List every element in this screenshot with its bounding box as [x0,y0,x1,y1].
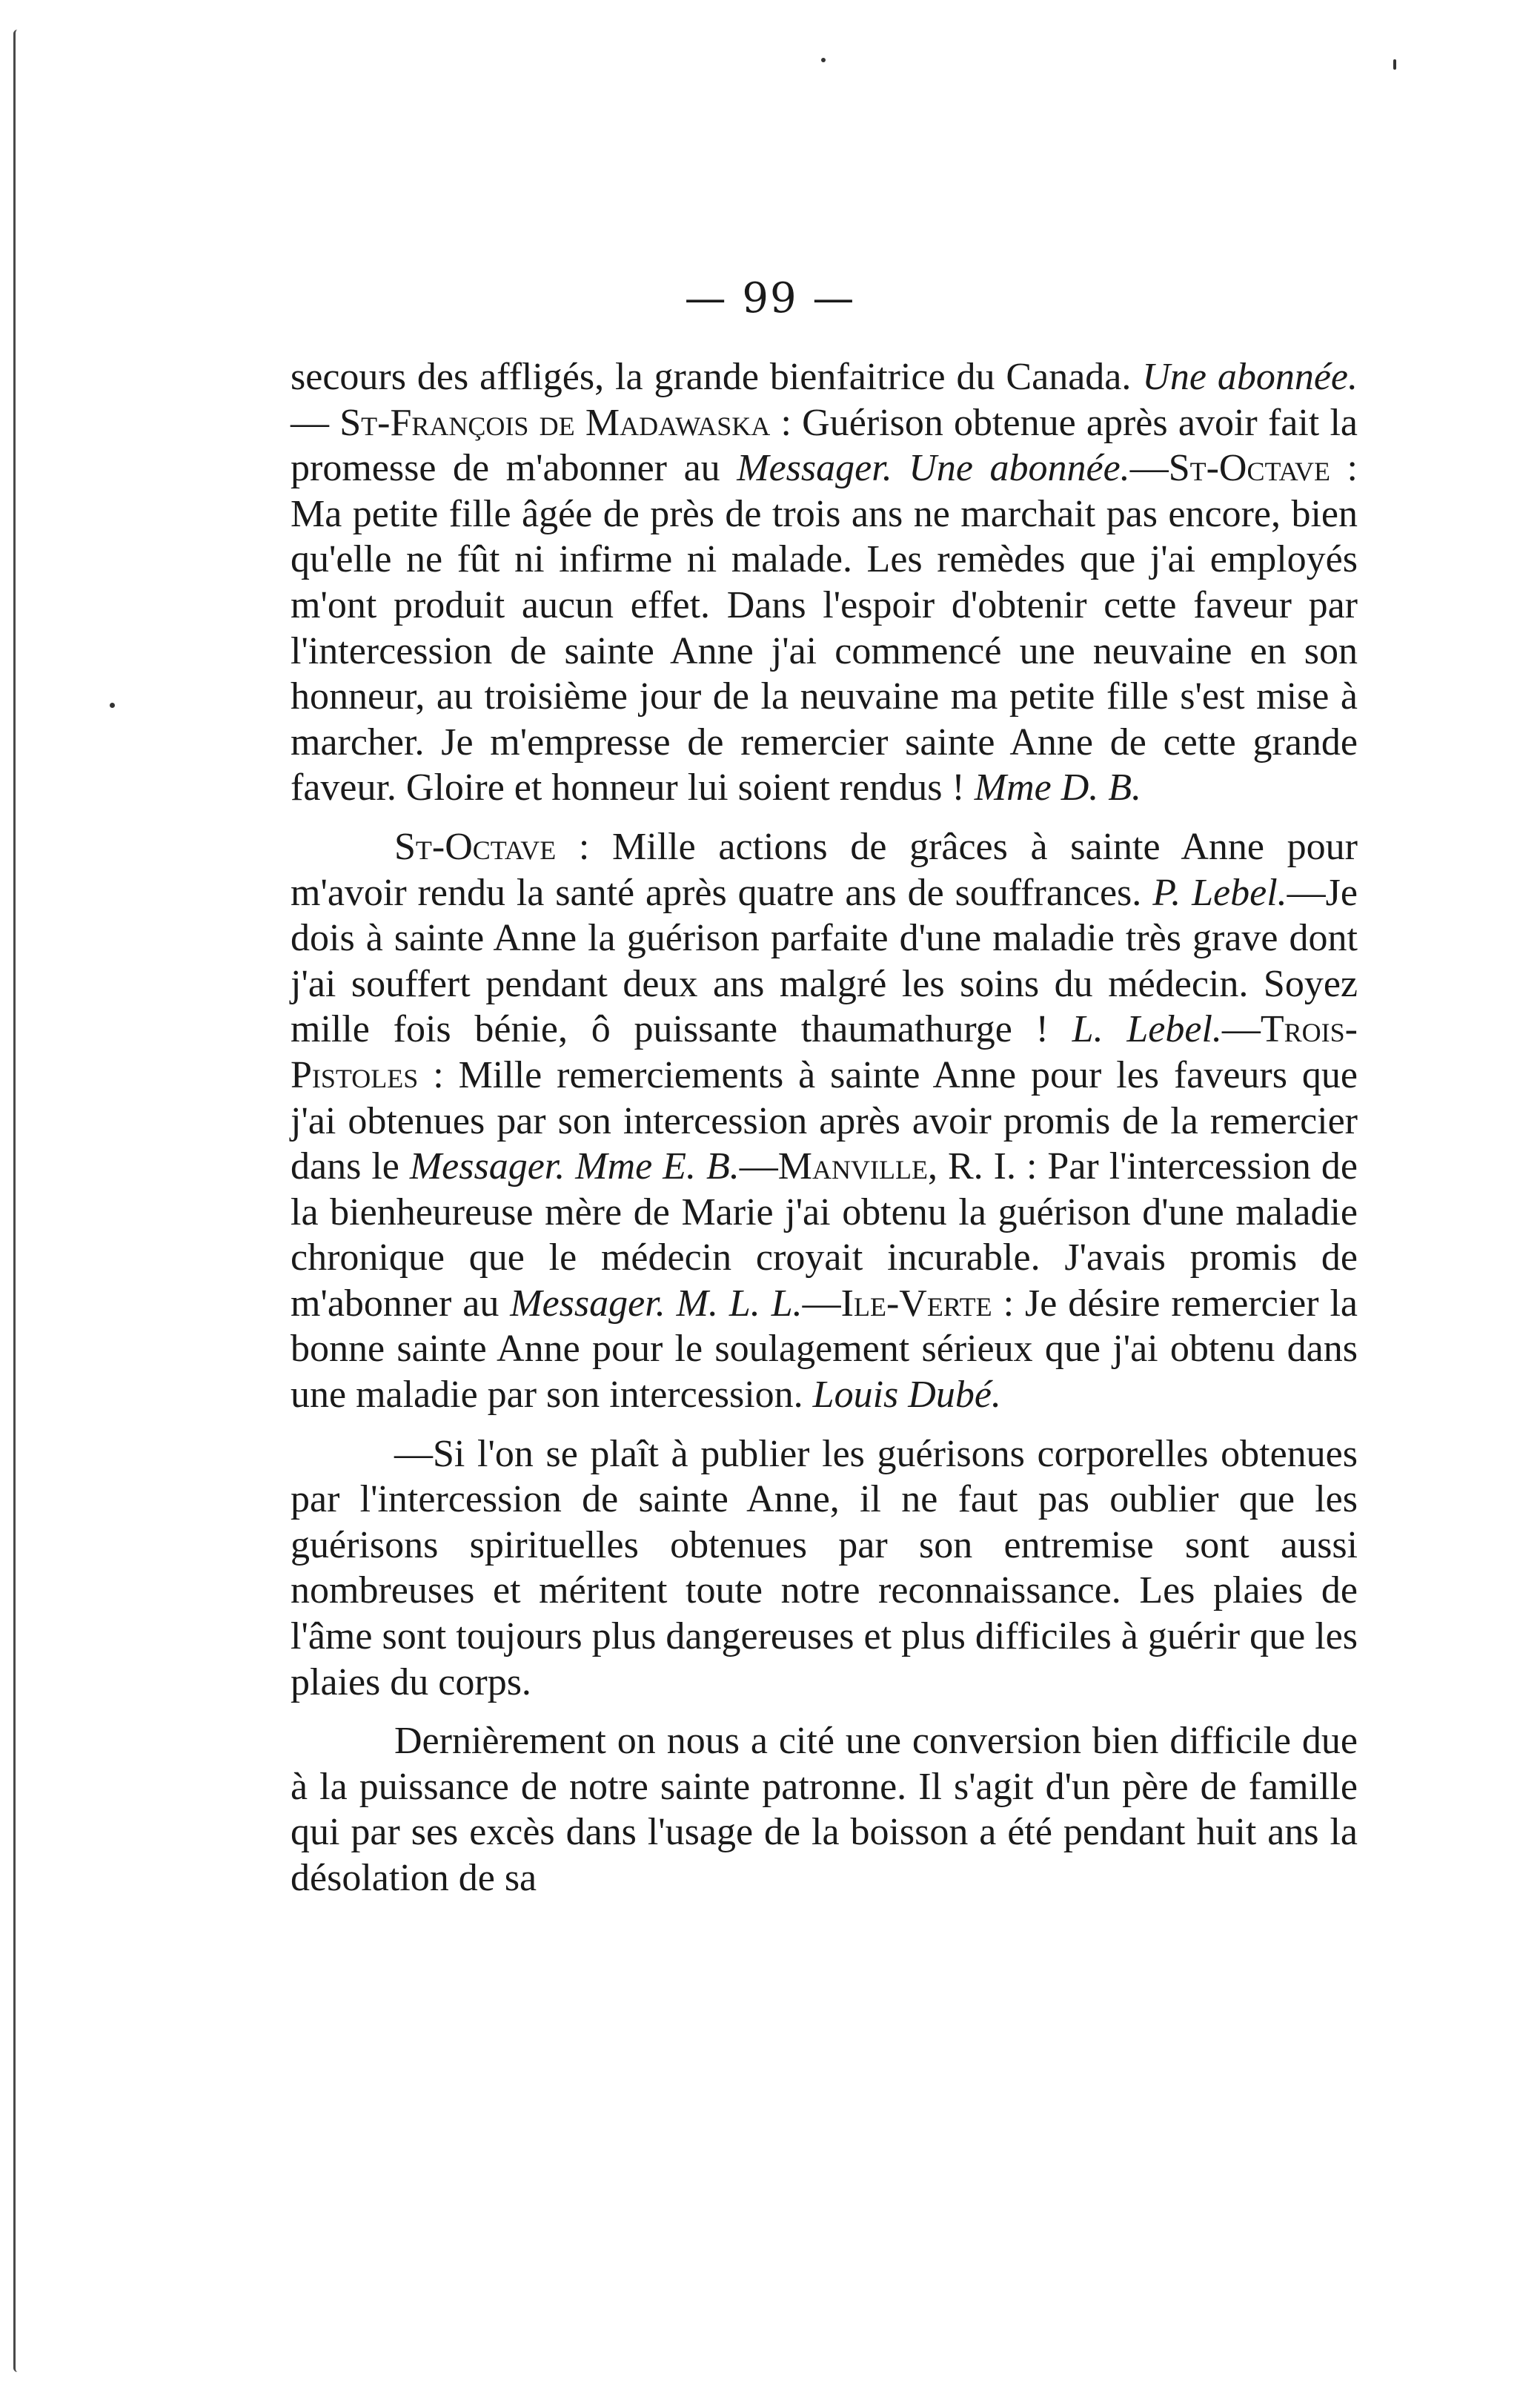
italic-text: Messager. Mme E. B. [409,1145,740,1188]
italic-text: Une abonnée. [1142,356,1358,398]
place-name: St-Octave [1168,447,1330,490]
text-run: Dernièrement on nous a cité une conversion bien difficile due à la puissance de notre sainte patronne. Il s'agit d'un père de famille qui par ses excès dans l'usage de la boisson a été pendant huit ans la désolation de sa [291,1720,1358,1899]
paragraph [291,824,1358,1418]
text-run: : Mille remerciements à sainte Anne pour les faveurs que j'ai obtenues par son intercession après avoir promis de la remercier dans le [291,1053,1358,1188]
text-run: — [1129,447,1169,490]
page-number: — 99 — [684,274,856,322]
place-name: Trois-Pistoles [291,1008,1358,1096]
italic-text: P. Lebel. [1152,871,1287,914]
italic-text: Messager. Une abonnée. [737,447,1130,490]
print-speck [110,703,115,708]
place-name: Ile-Verte [840,1282,992,1325]
text-run: : Mille actions de grâces à sainte Anne pour m'avoir rendu la santé après quatre ans de souffrances. [291,825,1358,914]
place-name: St-Octave [394,825,557,868]
text-run: — [739,1145,778,1188]
print-speck [1393,59,1396,70]
page-binding-edge [13,30,21,2372]
text-run: : Par l'intercession de la bienheureuse mère de Marie j'ai obtenu la guérison d'une maladie chronique que le médecin croyait incurable. J'avais promis de m'abonner au [291,1145,1358,1325]
text-run: : Ma petite fille âgée de près de trois ans ne marchait pas encore, bien qu'elle ne fût ni infirme ni malade. Les remèdes que j'ai employés m'ont produit aucun effet. Dans l'espoir d'obtenir cette faveur par l'intercession de sainte Anne j'ai commencé une neuvaine en son honneur, au troisième jour de la neuvaine ma petite fille s'est mise à marcher. Je m'empresse de remercier sainte Anne de cette grande faveur. Gloire et honneur lui soient rendus ! [291,447,1358,809]
text-run: : Je désire remercier la bonne sainte Anne pour le soulagement sérieux que j'ai obtenu dans une maladie par son intercession. [291,1282,1358,1417]
text-run: —Si l'on se plaît à publier les guérisons corporelles obtenues par l'intercession de sainte Anne, il ne faut pas oublier que les guérisons spirituelles obtenues par son entremise sont aussi nombreuses et méritent toute notre reconnaissance. Les plaies de l'âme sont toujours plus dangereuses et plus difficiles à guérir que les plaies du corps. [291,1432,1358,1703]
italic-text: Mme D. B. [974,766,1142,809]
text-run: secours des affligés, la grande bienfaitrice du Canada. [291,356,1143,398]
body-text [291,354,1358,1901]
italic-text: L. Lebel. [1072,1008,1222,1051]
paragraph [291,354,1358,811]
text-run: : Guérison obtenue après avoir fait la promesse de m'abonner au [291,401,1358,490]
place-name: Manville, R. I. [777,1145,1016,1188]
text-run: — [802,1282,841,1325]
paragraph [291,1431,1358,1706]
place-name: St-François de Madawaska [339,401,771,444]
paragraph [291,1718,1358,1901]
text-run: — [291,401,340,444]
print-speck [821,58,826,62]
text-run: — [1221,1008,1261,1051]
italic-text: Louis Dubé. [812,1374,1001,1417]
italic-text: Messager. M. L. L. [510,1282,803,1325]
text-run: —Je dois à sainte Anne la guérison parfaite d'une maladie très grave dont j'ai souffert pendant deux ans malgré les soins du médecin. Soyez mille fois bénie, ô puissante thaumathurge ! [291,871,1358,1051]
